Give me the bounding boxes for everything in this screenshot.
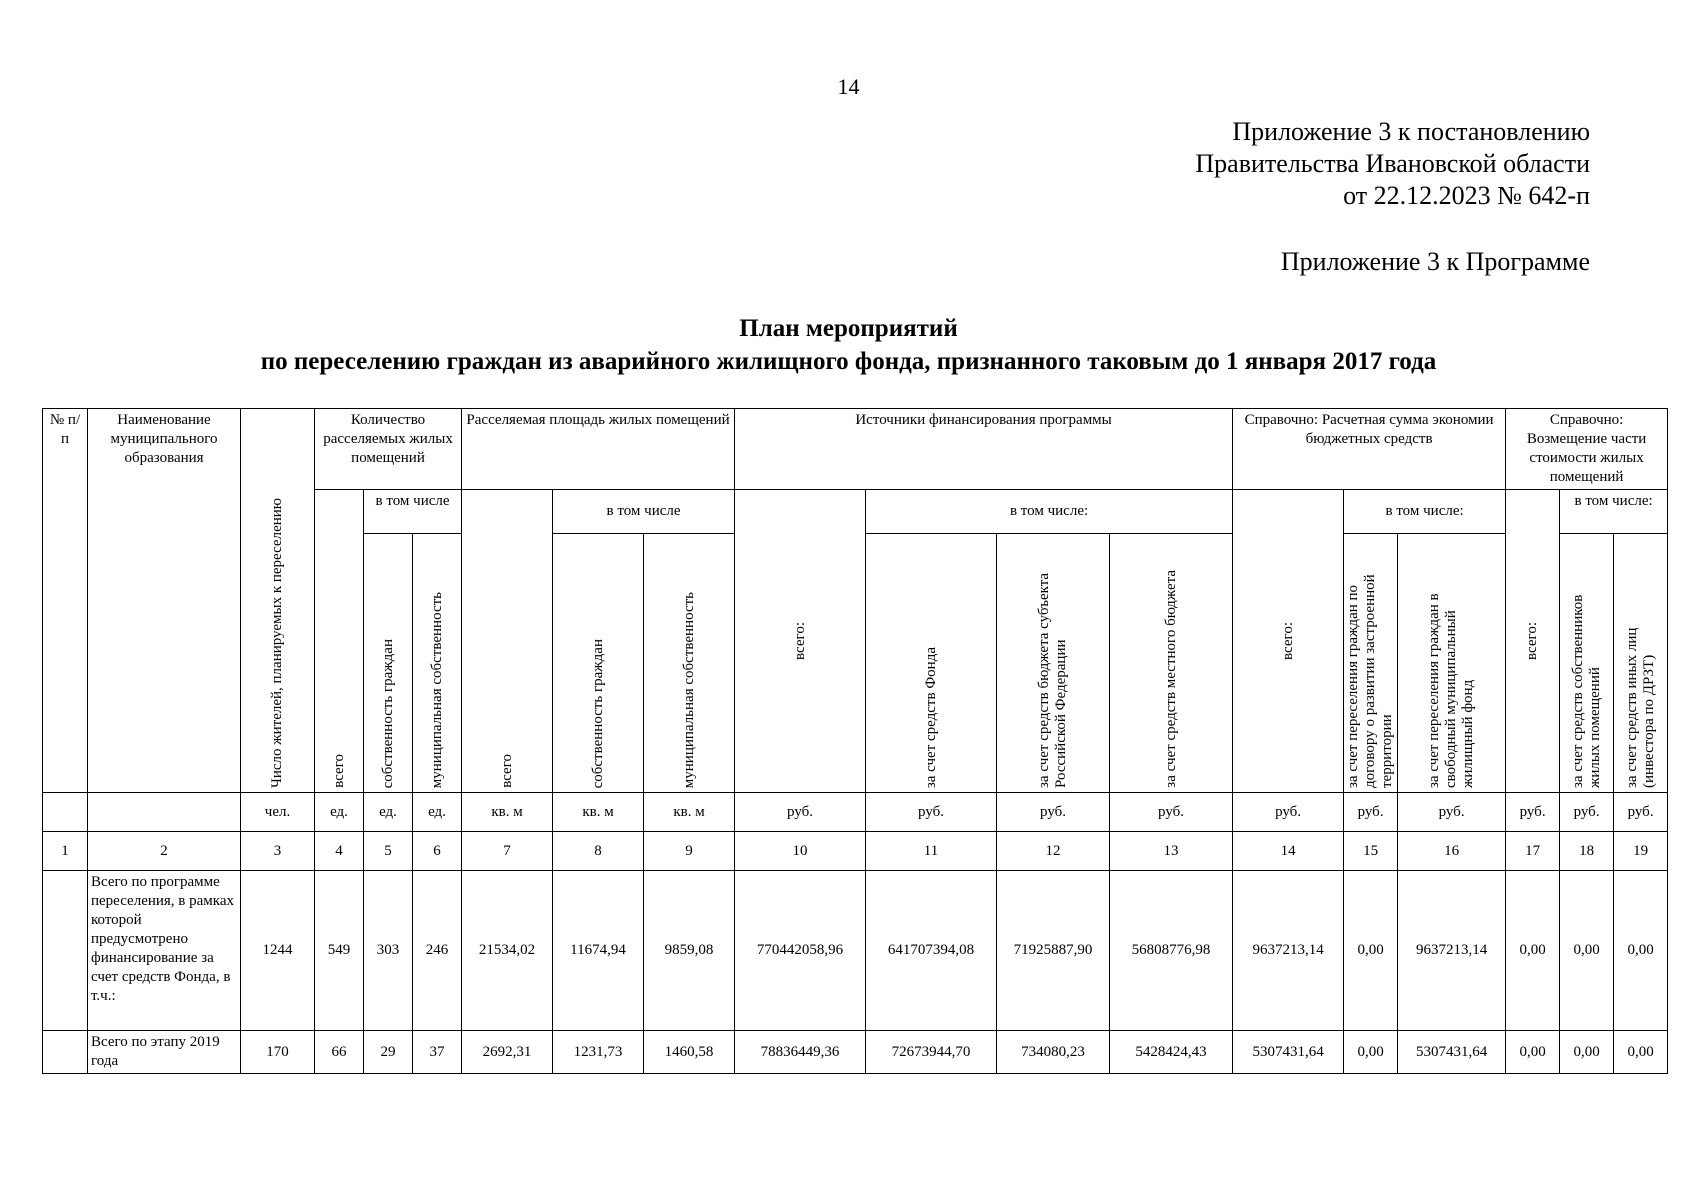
unit-cell: ед. [413,793,462,832]
header-area: Расселяемая площадь жилых помещений [462,409,735,490]
attachment-header [1195,116,1590,212]
unit-cell: ед. [364,793,413,832]
row-value: 734080,23 [997,1031,1110,1074]
row-value: 11674,94 [553,871,644,1031]
header-premises-incl: в том числе [364,490,462,534]
document-title [0,312,1697,378]
unit-cell: кв. м [644,793,735,832]
header-compensation: Справочно: Возмещение части стоимости жилых помещений [1506,409,1668,490]
column-number-cell: 9 [644,832,735,871]
plan-table [42,408,1668,1074]
unit-cell: руб. [1233,793,1344,832]
header-municipal: муниципальная собственность [413,534,462,793]
row-value: 0,00 [1344,871,1398,1031]
row-value: 2692,31 [462,1031,553,1074]
program-attachment: Приложение 3 к Программе [1280,247,1590,276]
unit-cell-empty [43,793,88,832]
header-sources-incl: в том числе: [866,490,1233,534]
column-number-cell: 7 [462,832,553,871]
page-number: 14 [837,74,860,99]
header-savings-incl: в том числе: [1344,490,1506,534]
row-value: 72673944,70 [866,1031,997,1074]
unit-cell: кв. м [462,793,553,832]
attachment-line: Приложение 3 к постановлению [1232,117,1590,146]
unit-cell: руб. [1344,793,1398,832]
row-value: 66 [315,1031,364,1074]
row-value: 303 [364,871,413,1031]
column-number-cell: 1 [43,832,88,871]
header-area-municipal: муниципальная собственность [644,534,735,793]
header-sources-total: всего: [735,490,866,793]
unit-cell: руб. [1614,793,1668,832]
row-name: Всего по этапу 2019 года [88,1031,241,1074]
row-name: Всего по программе переселения, в рамках которой предусмотрено финансирование за счет средств Фонда, в т.ч.: [88,871,241,1031]
header-premises: Количество расселяемых жилых помещений [315,409,462,490]
header-subject-budget: за счет средств бюджета субъекта Российской Федерации [997,534,1110,793]
unit-cell: чел. [241,793,315,832]
row-value: 29 [364,1031,413,1074]
attachment-line: от 22.12.2023 № 642-п [1343,181,1590,210]
unit-cell: ед. [315,793,364,832]
header-compensation-incl: в том числе: [1560,490,1668,534]
header-sources: Источники финансирования программы [735,409,1233,490]
unit-cell: руб. [1110,793,1233,832]
column-number-cell: 14 [1233,832,1344,871]
attachment-line: Правительства Ивановской области [1195,149,1590,178]
header-citizens: собственность граждан [364,534,413,793]
column-number-cell: 18 [1560,832,1614,871]
header-compensation-total: всего: [1506,490,1560,793]
row-value: 170 [241,1031,315,1074]
row-value: 5307431,64 [1398,1031,1506,1074]
column-number-cell: 12 [997,832,1110,871]
row-value: 1244 [241,871,315,1031]
column-number-cell: 15 [1344,832,1398,871]
header-savings: Справочно: Расчетная сумма экономии бюджетных средств [1233,409,1506,490]
unit-cell: руб. [1506,793,1560,832]
title-line: по переселению граждан из аварийного жилищного фонда, признанного таковым до 1 января 2017 года [260,348,1437,375]
row-value: 5428424,43 [1110,1031,1233,1074]
row-value: 641707394,08 [866,871,997,1031]
header-owners: за счет средств собственников жилых помещений [1560,534,1614,793]
column-number-cell: 4 [315,832,364,871]
header-area-total: всего [462,490,553,793]
header-others: за счет средств иных лиц (инвестора по ДРЗТ) [1614,534,1668,793]
row-number [43,871,88,1031]
column-number-cell: 10 [735,832,866,871]
row-value: 0,00 [1506,871,1560,1031]
column-numbers-row [43,832,1668,871]
column-number-cell: 11 [866,832,997,871]
header-area-incl: в том числе [553,490,735,534]
header-residents: Число жителей, планируемых к переселению [241,409,315,793]
row-value: 9637213,14 [1233,871,1344,1031]
table-row [43,871,1668,1031]
row-number [43,1031,88,1074]
header-num: № п/п [43,409,88,793]
column-number-cell: 19 [1614,832,1668,871]
header-premises-total: всего [315,490,364,793]
unit-cell: руб. [1398,793,1506,832]
column-number-cell: 2 [88,832,241,871]
title-line: План мероприятий [739,315,958,342]
header-territory: за счет переселения граждан по договору о развитии застроенной территории [1344,534,1398,793]
unit-cell: руб. [997,793,1110,832]
row-value: 770442058,96 [735,871,866,1031]
unit-cell-empty [88,793,241,832]
unit-cell: руб. [1560,793,1614,832]
row-value: 1231,73 [553,1031,644,1074]
header-area-citizens: собственность граждан [553,534,644,793]
unit-cell: кв. м [553,793,644,832]
row-value: 0,00 [1614,1031,1668,1074]
row-value: 0,00 [1614,871,1668,1031]
row-value: 0,00 [1506,1031,1560,1074]
header-name: Наименование муниципального образования [88,409,241,793]
row-value: 71925887,90 [997,871,1110,1031]
unit-cell: руб. [866,793,997,832]
row-value: 9859,08 [644,871,735,1031]
row-value: 9637213,14 [1398,871,1506,1031]
column-number-cell: 3 [241,832,315,871]
row-value: 21534,02 [462,871,553,1031]
row-value: 56808776,98 [1110,871,1233,1031]
row-value: 78836449,36 [735,1031,866,1074]
column-number-cell: 13 [1110,832,1233,871]
unit-cell: руб. [735,793,866,832]
column-number-cell: 17 [1506,832,1560,871]
header-free-fund: за счет переселения граждан в свободный муниципальный жилищный фонд [1398,534,1506,793]
row-value: 0,00 [1560,1031,1614,1074]
row-value: 1460,58 [644,1031,735,1074]
row-value: 0,00 [1560,871,1614,1031]
header-local-budget: за счет средств местного бюджета [1110,534,1233,793]
units-row [43,793,1668,832]
table-row [43,1031,1668,1074]
row-value: 246 [413,871,462,1031]
row-value: 0,00 [1344,1031,1398,1074]
column-number-cell: 16 [1398,832,1506,871]
header-savings-total: всего: [1233,490,1344,793]
column-number-cell: 8 [553,832,644,871]
column-number-cell: 6 [413,832,462,871]
row-value: 5307431,64 [1233,1031,1344,1074]
header-fund: за счет средств Фонда [866,534,997,793]
row-value: 549 [315,871,364,1031]
row-value: 37 [413,1031,462,1074]
column-number-cell: 5 [364,832,413,871]
